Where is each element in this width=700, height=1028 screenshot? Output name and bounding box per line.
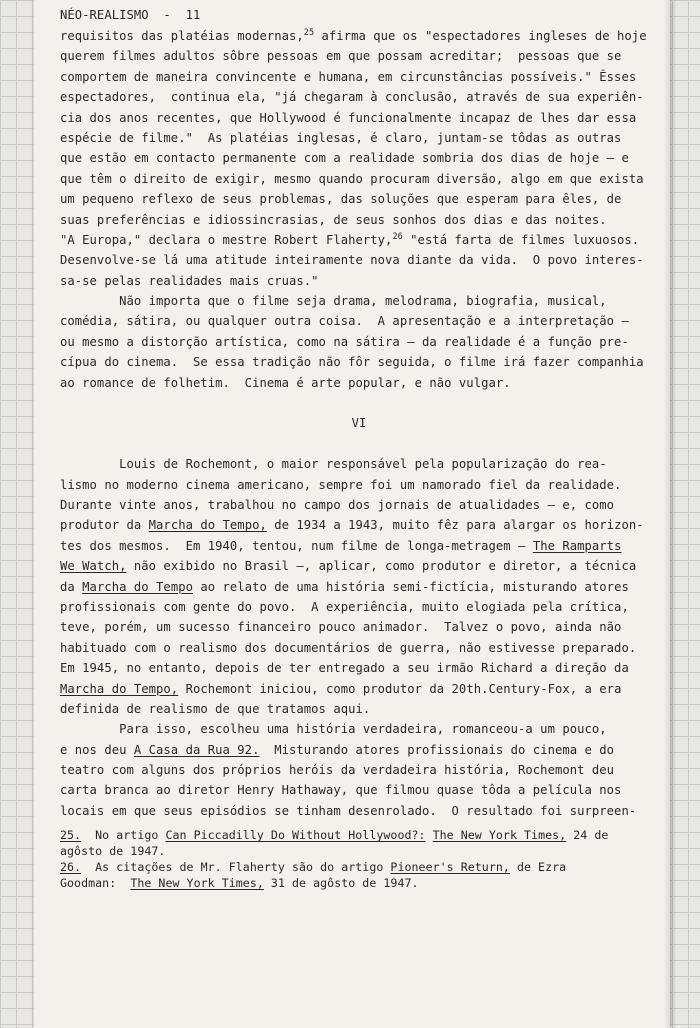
text-run: suas preferências e idiossincrasias, de seus sonhos dos dias e das noites.	[60, 212, 607, 227]
text-run: de Ezra	[509, 860, 567, 875]
text-line	[60, 719, 658, 739]
text-run: ao romance de folhetim. Cinema é arte popular, e não vulgar.	[60, 375, 511, 390]
text-run: um pequeno reflexo de seus problemas, das soluções que esperam para êles, de	[60, 192, 622, 207]
footnotes	[60, 827, 658, 891]
text-run: cípua do cinema. Se essa tradição não fôr seguida, o filme irá fazer companhia	[60, 355, 644, 370]
page-edge-shadow	[664, 0, 670, 1028]
text-line	[60, 454, 658, 474]
blank-line	[60, 434, 658, 454]
text-line	[60, 801, 658, 821]
running-header: NÉO-REALISMO - 11	[60, 8, 201, 22]
text-line	[60, 699, 658, 719]
text-line	[60, 67, 658, 87]
text-line	[60, 475, 658, 495]
underlined-title: The New York Times,	[432, 828, 567, 843]
footnote-ref: 25	[303, 28, 315, 38]
footnote-line	[60, 827, 658, 843]
underlined-title: Marcha do Tempo,	[60, 681, 179, 696]
text-run: ao relato de uma história semi-fictícia, misturando atores	[192, 579, 629, 594]
text-line	[60, 189, 658, 209]
text-run: e nos deu	[60, 742, 134, 757]
text-run: locais em que seus episódios se tinham desenrolado. O resultado foi surpreen-	[60, 803, 637, 818]
text-run: "A Europa," declara o mestre Robert Flaherty,	[60, 232, 393, 247]
text-run: de 1934 a 1943, muito fêz para alargar os horizon-	[266, 518, 644, 533]
text-run: lismo no moderno cinema americano, sempre foi um namorado fiel da realidade.	[60, 477, 622, 492]
page-text	[60, 4, 658, 891]
text-line	[60, 495, 658, 515]
text-line	[60, 760, 658, 780]
text-run: tes dos mesmos. Em 1940, tentou, num filme de longa-metragem —	[60, 538, 533, 553]
text-run: espécie de filme." As platéias inglesas, é claro, juntam-se tôdas as outras	[60, 130, 622, 145]
blank-line	[60, 393, 658, 413]
text-run: Goodman:	[60, 876, 131, 891]
text-line	[60, 536, 658, 556]
text-run: espectadores, continua ela, "já chegaram à conclusão, através de sua experiên-	[60, 90, 644, 105]
text-run: Rochemont iniciou, como produtor da 20th.Century-Fox, a era	[178, 681, 622, 696]
text-run: da	[60, 579, 83, 594]
text-run: requisitos das platéias modernas,	[60, 29, 304, 43]
text-run: teve, porém, um sucesso financeiro pouco animador. Talvez o povo, ainda não	[60, 620, 622, 635]
text-line	[60, 617, 658, 637]
typed-page	[34, 0, 670, 1028]
underlined-title: The New York Times,	[130, 876, 264, 891]
text-run: 24 de	[566, 828, 609, 843]
text-line	[60, 108, 658, 128]
text-run: produtor da	[60, 518, 149, 533]
text-run: sa-se pelas realidades mais cruas."	[60, 273, 319, 288]
underlined-title: We Watch,	[60, 559, 127, 574]
text-line	[60, 780, 658, 800]
text-run: que têm o direito de exigir, mesmo quando procuram diversão, algo em que exista	[60, 171, 644, 186]
text-line	[60, 46, 658, 66]
text-line	[60, 291, 658, 311]
text-run: ou mesmo a distorção artística, como na sátira — da realidade é a função pre-	[60, 334, 629, 349]
text-run: que estão em contacto permanente com a realidade sombria dos dias de hoje — e	[60, 151, 629, 166]
body-text	[60, 26, 658, 821]
text-line	[60, 128, 658, 148]
text-run: Para isso, escolheu uma história verdadeira, romanceou-a um pouco,	[60, 722, 607, 737]
underlined-title: Pioneer's Return,	[390, 860, 510, 875]
text-run: cia dos anos recentes, que Hollywood é funcionalmente incapaz de lhes dar essa	[60, 110, 637, 125]
underlined-title: 25.	[60, 828, 82, 843]
text-run	[426, 828, 433, 842]
text-line	[60, 638, 658, 658]
text-line	[60, 577, 658, 597]
text-run: Não importa que o filme seja drama, melodrama, biografia, musical,	[60, 294, 607, 309]
text-line	[60, 740, 658, 760]
underlined-title: A Casa da Rua 92.	[133, 742, 260, 757]
text-run: afirma que os "espectadores ingleses de hoje	[314, 29, 647, 43]
text-run: "está farta de filmes luxuosos.	[402, 232, 640, 247]
text-line	[60, 210, 658, 230]
text-run: As citações de Mr. Flaherty são do artigo	[81, 860, 391, 875]
footnote-ref: 26	[392, 231, 403, 242]
text-line	[60, 271, 658, 291]
text-run: comportem de maneira convincente e humana, em circunstâncias possíveis." Êsses	[60, 69, 637, 84]
footnote	[60, 827, 658, 859]
text-line	[60, 515, 658, 535]
text-line	[60, 87, 658, 107]
text-run: teatro com alguns dos próprios heróis da verdadeira história, Rochemont deu	[60, 763, 615, 778]
text-line	[60, 373, 658, 393]
text-line	[60, 230, 658, 250]
footnote-line	[60, 843, 658, 859]
text-run: 31 de agôsto de 1947.	[263, 876, 419, 891]
text-run: habituado com o realismo dos documentários de guerra, não estivesse preparado.	[60, 640, 637, 655]
text-run: No artigo	[81, 828, 166, 843]
underlined-title: Marcha do Tempo,	[148, 518, 267, 533]
text-run: definida de realismo de que tratamos aqui.	[60, 701, 371, 716]
underlined-title: 26.	[60, 860, 82, 875]
text-run: Misturando atores profissionais do cinema e do	[259, 742, 615, 757]
text-run: Desenvolve-se lá uma atitude inteiramente nova diante da vida. O povo interes-	[60, 253, 644, 268]
text-line	[60, 311, 658, 331]
section-heading: VI	[351, 416, 367, 431]
text-run: não exibido no Brasil —, aplicar, como produtor e diretor, a técnica	[126, 559, 637, 574]
underlined-title: The Ramparts	[532, 538, 622, 553]
text-line	[60, 26, 658, 46]
text-run: agôsto de 1947.	[60, 844, 166, 859]
underlined-title: Can Piccadilly Do Without Hollywood?:	[165, 828, 426, 843]
text-line	[60, 148, 658, 168]
text-line	[60, 250, 658, 270]
text-run: profissionais com gente do povo. A experiência, muito elogiada pela crítica,	[60, 599, 629, 614]
text-line	[60, 169, 658, 189]
text-run: Louis de Rochemont, o maior responsável pela popularização do rea-	[60, 457, 607, 472]
text-line	[60, 658, 658, 678]
text-run: querem filmes adultos sôbre pessoas em que possam acreditar; pessoas que se	[60, 49, 622, 64]
text-line	[60, 679, 658, 699]
text-line	[60, 556, 658, 576]
text-run: Durante vinte anos, trabalhou no campo dos jornais de atualidades — e, como	[60, 497, 615, 512]
footnote	[60, 859, 658, 891]
text-line	[60, 332, 658, 352]
underlined-title: Marcha do Tempo	[82, 579, 193, 594]
footnote-line	[60, 859, 658, 875]
text-line	[60, 597, 658, 617]
text-run: carta branca ao diretor Henry Hathaway, que filmou quase tôda a película nos	[60, 783, 622, 798]
text-run: comédia, sátira, ou qualquer outra coisa. A apresentação e a interpretação —	[60, 314, 629, 329]
footnote-line	[60, 875, 658, 891]
text-line	[60, 352, 658, 372]
text-run: Em 1945, no entanto, depois de ter entregado a seu irmão Richard a direção da	[60, 661, 629, 676]
